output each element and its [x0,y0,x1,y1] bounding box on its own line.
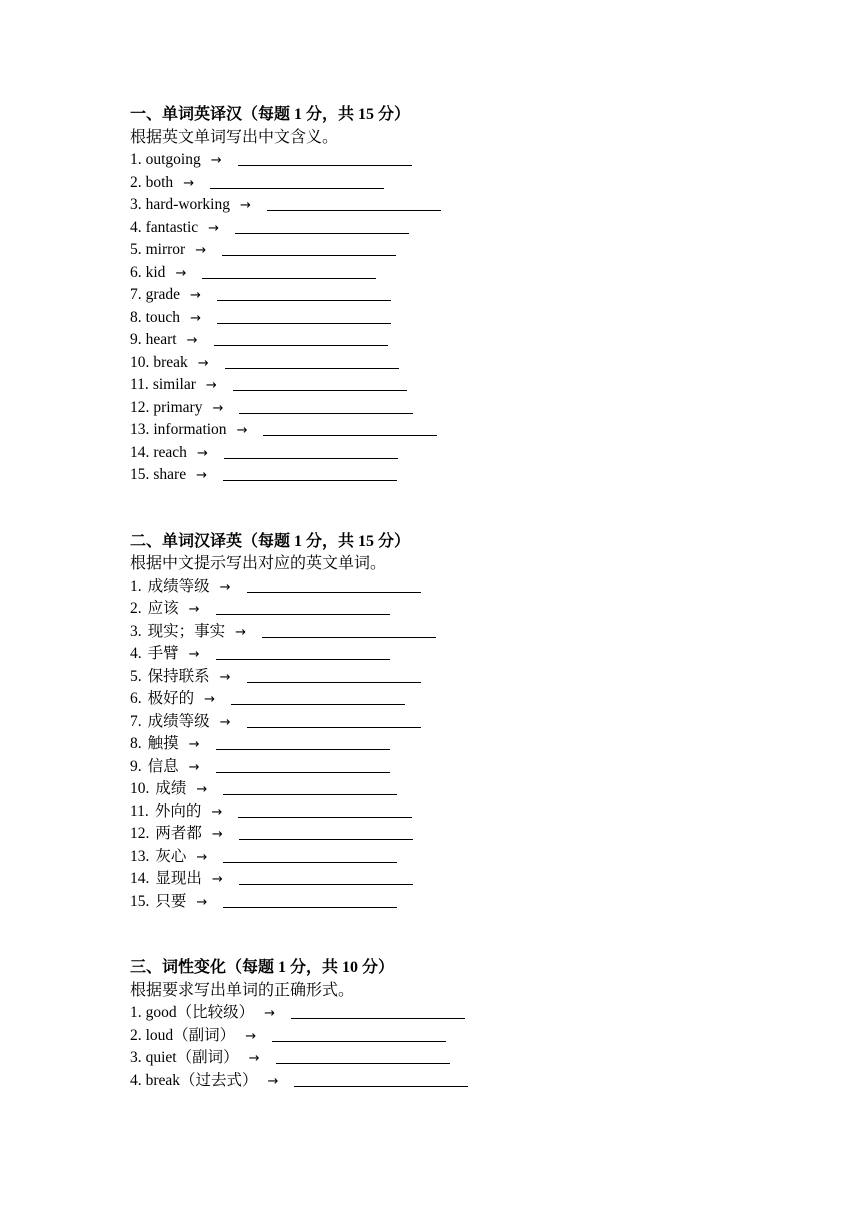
question-word: touch [145,308,181,326]
section-instruction: 根据要求写出单词的正确形式。 [130,981,355,999]
question-word: reach [153,443,187,461]
answer-blank[interactable] [294,1072,468,1087]
answer-blank[interactable] [216,600,390,615]
answer-blank[interactable] [247,578,421,593]
question-number: 2. [130,600,142,617]
section-title: 三、词性变化（每题 1 分，共 10 分） [130,959,395,976]
question-word: share [153,466,187,483]
question-word: 两者都 [155,825,202,842]
answer-blank[interactable] [267,196,441,211]
question-word: break（过去式） [145,1071,258,1089]
question-word: 现实；事实 [147,622,226,640]
question-number: 4. [130,1071,142,1089]
question-item [130,397,830,420]
question-item [130,801,830,824]
question-word: 成绩 [155,780,187,797]
section-instruction: 根据中文提示写出对应的英文单词。 [130,555,387,572]
arrow-icon: → [245,1028,257,1044]
arrow-icon: → [264,1006,276,1021]
question-item [130,1070,830,1093]
question-item [130,464,830,487]
question-number: 9. [130,757,142,775]
answer-blank[interactable] [263,421,437,436]
question-item [130,823,830,846]
question-number: 6. [130,263,142,281]
question-word: 极好的 [147,690,195,707]
arrow-icon: → [210,153,222,168]
question-number: 8. [130,308,142,326]
answer-blank[interactable] [217,286,391,301]
question-number: 9. [130,331,142,348]
question-item [130,576,830,599]
question-number: 3. [130,1049,142,1066]
question-item [130,711,830,734]
question-word: mirror [145,241,186,258]
answer-blank[interactable] [216,735,390,750]
answer-blank[interactable] [223,780,397,795]
arrow-icon: → [205,378,217,393]
question-item [130,194,830,217]
question-number: 1. [130,151,142,168]
question-word: similar [152,376,196,393]
question-item [130,846,830,869]
arrow-icon: → [188,737,200,752]
arrow-icon: → [240,198,251,213]
question-item [130,352,830,375]
question-item [130,621,830,644]
answer-blank[interactable] [222,241,396,256]
question-item [130,756,830,779]
question-word: kid [145,263,166,281]
arrow-icon: → [211,804,223,820]
arrow-icon: → [267,1073,279,1089]
answer-blank[interactable] [238,151,412,166]
arrow-icon: → [219,579,231,595]
question-item [130,442,830,465]
section-instruction: 根据英文单词写出中文含义。 [130,128,339,146]
question-item [130,172,830,195]
answer-blank[interactable] [231,690,405,705]
question-number: 5. [130,667,142,685]
question-item [130,891,830,914]
question-word: primary [153,398,203,416]
section-chinese-to-english [130,531,830,914]
answer-blank[interactable] [233,376,407,391]
arrow-icon: → [204,692,216,707]
question-number: 12. [130,825,150,842]
section-title: 一、单词英译汉（每题 1 分，共 15 分） [130,106,411,123]
arrow-icon: → [219,669,231,685]
question-item [130,1047,830,1070]
question-number: 2. [130,1026,142,1044]
question-number: 13. [130,421,150,438]
question-word: 成绩等级 [147,577,210,595]
question-item [130,688,830,711]
question-number: 4. [130,645,142,662]
question-item [130,419,830,442]
question-word: heart [145,331,177,348]
question-number: 1. [130,1004,142,1021]
arrow-icon: → [190,288,201,303]
question-number: 15. [130,892,150,910]
question-word: 手臂 [147,645,179,662]
question-number: 6. [130,690,142,707]
arrow-icon: → [188,602,200,617]
question-number: 10. [130,353,150,371]
question-number: 14. [130,870,150,887]
question-word: 信息 [147,757,179,775]
question-number: 8. [130,735,142,752]
question-word: 成绩等级 [147,712,210,730]
question-number: 11. [130,376,149,393]
section-english-to-chinese [130,104,830,487]
answer-blank[interactable] [225,354,399,369]
question-number: 11. [130,802,149,820]
answer-blank[interactable] [210,174,384,189]
arrow-icon: → [196,894,208,910]
question-number: 7. [130,286,142,303]
arrow-icon: → [248,1051,260,1066]
question-number: 13. [130,847,150,865]
question-word: grade [145,286,181,303]
answer-blank[interactable] [224,444,398,459]
question-word: 应该 [147,600,179,617]
arrow-icon: → [197,355,209,371]
arrow-icon: → [208,220,220,236]
arrow-icon: → [186,333,198,348]
question-word: loud（副词） [145,1026,236,1044]
question-word: 外向的 [154,802,202,820]
question-word: break [153,353,188,371]
question-item [130,284,830,307]
question-item [130,643,830,666]
worksheet [130,104,830,1092]
question-item [130,262,830,285]
arrow-icon: → [196,468,207,483]
answer-blank[interactable] [247,668,421,683]
answer-blank[interactable] [217,309,391,324]
answer-blank[interactable] [216,645,390,660]
question-word: information [153,421,227,438]
question-number: 10. [130,780,150,797]
question-number: 2. [130,173,142,191]
question-item [130,1025,830,1048]
arrow-icon: → [196,782,208,797]
question-item [130,733,830,756]
section-title: 二、单词汉译英（每题 1 分，共 15 分） [130,532,411,550]
question-word: quiet（副词） [145,1049,239,1066]
question-item [130,778,830,801]
question-word: hard-working [145,196,230,213]
answer-blank[interactable] [223,893,397,908]
answer-blank[interactable] [239,399,413,414]
question-number: 12. [130,398,150,416]
section-word-forms [130,957,830,1092]
question-item [130,374,830,397]
arrow-icon: → [188,759,200,775]
arrow-icon: → [235,624,247,640]
answer-blank[interactable] [223,466,397,481]
arrow-icon: → [211,872,223,887]
question-item [130,149,830,172]
question-item [130,329,830,352]
question-number: 5. [130,241,142,258]
arrow-icon: → [196,445,208,461]
question-word: 只要 [155,892,187,910]
question-number: 1. [130,577,142,595]
question-word: 触摸 [147,735,179,752]
answer-blank[interactable] [216,758,390,773]
arrow-icon: → [211,827,223,842]
question-number: 14. [130,443,150,461]
question-word: both [145,173,174,191]
question-item [130,239,830,262]
question-word: 保持联系 [147,667,210,685]
question-number: 3. [130,622,142,640]
arrow-icon: → [196,849,208,865]
arrow-icon: → [212,400,224,416]
arrow-icon: → [219,714,231,730]
question-item [130,598,830,621]
question-item [130,307,830,330]
question-number: 15. [130,466,150,483]
arrow-icon: → [190,310,201,326]
answer-blank[interactable] [276,1049,450,1064]
question-word: outgoing [145,151,201,168]
answer-blank[interactable] [214,331,388,346]
answer-blank[interactable] [239,825,413,840]
question-word: 灰心 [155,847,187,865]
question-number: 4. [130,218,142,236]
question-item [130,666,830,689]
answer-blank[interactable] [202,264,376,279]
arrow-icon: → [195,243,207,258]
arrow-icon: → [236,423,248,438]
question-word: 显现出 [155,870,202,887]
question-item [130,1002,830,1025]
question-word: good（比较级） [145,1004,255,1021]
arrow-icon: → [175,265,187,281]
answer-blank[interactable] [262,623,436,638]
arrow-icon: → [183,175,195,191]
answer-blank[interactable] [291,1004,465,1019]
answer-blank[interactable] [235,219,409,234]
answer-blank[interactable] [239,870,413,885]
question-word: fantastic [145,218,199,236]
answer-blank[interactable] [272,1027,446,1042]
question-item [130,217,830,240]
answer-blank[interactable] [247,713,421,728]
question-number: 7. [130,712,142,730]
question-number: 3. [130,196,142,213]
answer-blank[interactable] [223,848,397,863]
answer-blank[interactable] [238,803,412,818]
question-item [130,868,830,891]
arrow-icon: → [188,647,200,662]
